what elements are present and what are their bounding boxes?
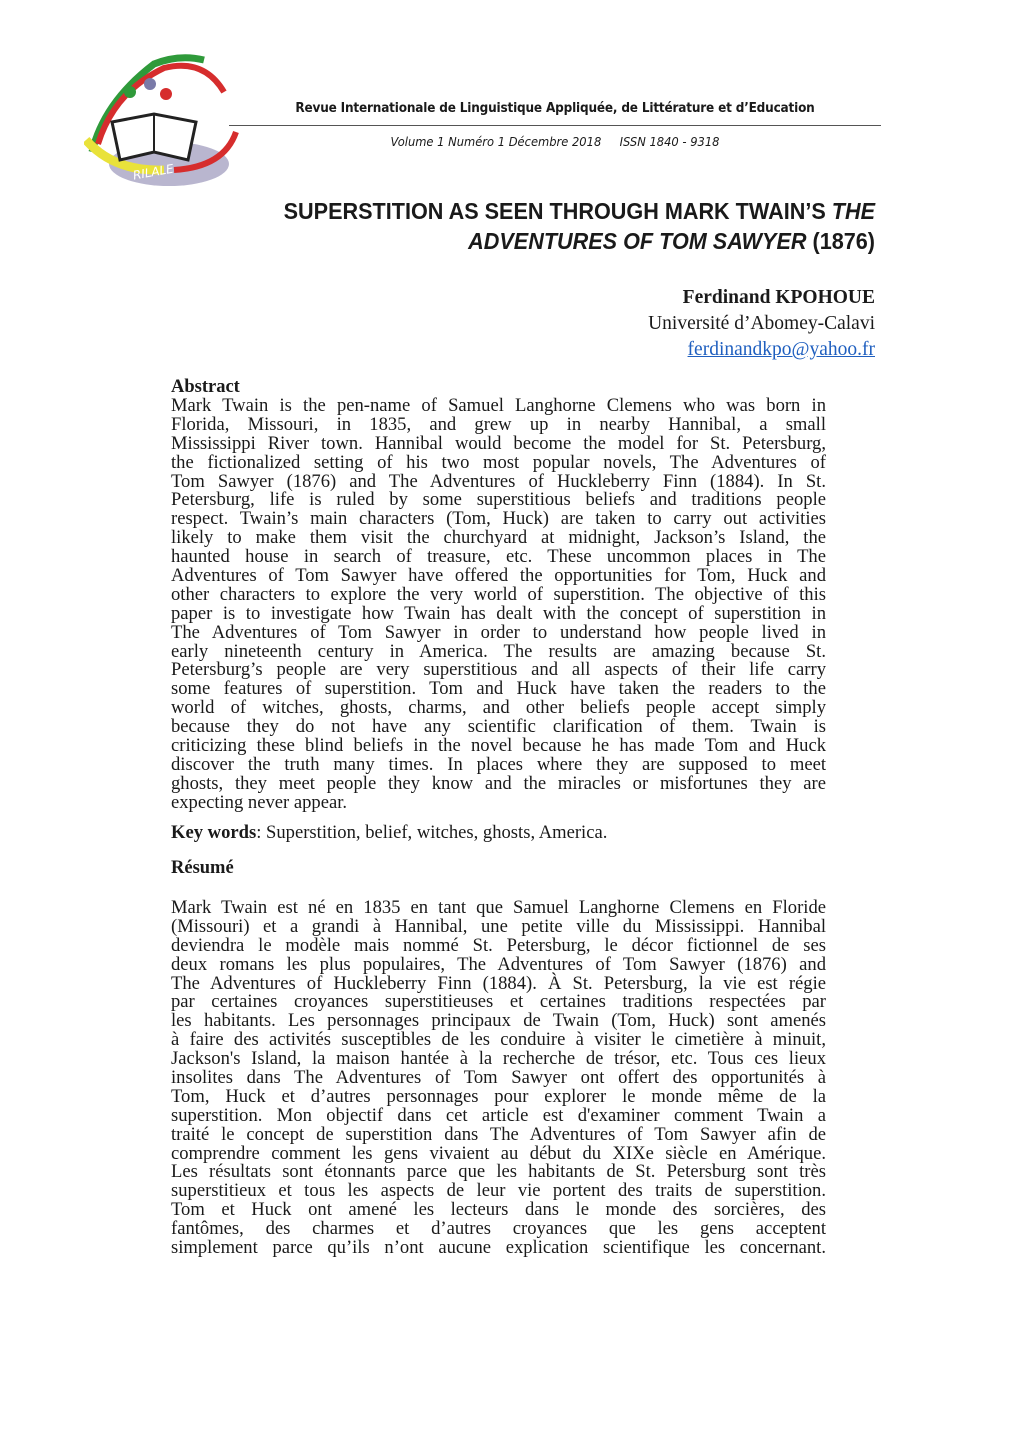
text-line: ghosts, they meet people they know and the miracles or misfortunes they are <box>171 772 826 794</box>
text-line: superstitieux et tous les aspects de leur vie portent des traits de superstition. <box>171 1180 826 1202</box>
issue-volume: Volume 1 Numéro 1 Décembre 2018 <box>390 134 602 149</box>
text-line: criticizing these blind beliefs in the novel because he has made Tom and Huck <box>171 735 826 757</box>
abstract-section <box>171 378 826 813</box>
text-line: some features of superstition. Tom and Huck have taken the readers to the <box>171 678 826 700</box>
text-line: par certaines croyances superstitieuses et certaines traditions respectées par <box>171 991 826 1013</box>
text-line: superstition. Mon objectif dans cet article est d'examiner comment Twain a <box>171 1104 826 1126</box>
title-part: SUPERSTITION AS SEEN THROUGH MARK TWAIN’S <box>283 198 832 224</box>
issn: ISSN 1840 - 9318 <box>619 134 720 149</box>
title-italic: ADVENTURES OF TOM SAWYER <box>468 228 807 254</box>
author-affiliation: Université d’Abomey-Calavi <box>648 313 875 334</box>
resume-section <box>171 859 826 1258</box>
paper-title <box>176 196 875 256</box>
text-line: discover the truth many times. In places where they are supposed to meet <box>171 753 826 775</box>
text-line: the fictionalized setting of his two most popular novels, The Adventures of <box>171 451 826 473</box>
text-line: expecting never appear. <box>171 791 348 813</box>
title-part: (1876) <box>806 228 875 254</box>
text-line: comprendre comment les gens vivaient au début du XIXe siècle en Amérique. <box>171 1142 826 1164</box>
svg-text:RILALE: RILALE <box>131 161 175 183</box>
text-line: Florida, Missouri, in 1835, and grew up in nearby Hannibal, a small <box>171 413 826 435</box>
header-rule <box>229 125 881 126</box>
abstract-heading: Abstract <box>171 377 240 397</box>
text-line: likely to make them visit the churchyard at midnight, Jackson’s Island, the <box>171 527 826 549</box>
title-italic: THE <box>831 198 875 224</box>
journal-logo <box>84 52 244 192</box>
keywords-label: Key words <box>171 822 257 843</box>
text-line: Mississippi River town. Hannibal would become the model for St. Petersburg, <box>171 432 826 454</box>
text-line: simplement parce qu’ils n’ont aucune explication scientifique les concernant. <box>171 1237 826 1259</box>
text-line: Tom Sawyer (1876) and The Adventures of Huckleberry Finn (1884). In St. <box>171 470 826 492</box>
text-line: because they do not have any scientific clarification of them. Twain is <box>171 716 826 738</box>
journal-name: Revue Internationale de Linguistique Appliquée, de Littérature et d’Education <box>295 101 815 116</box>
author-name: Ferdinand KPOHOUE <box>682 287 875 308</box>
text-line: (Missouri) et a grandi à Hannibal, une petite ville du Mississippi. Hannibal <box>171 915 826 937</box>
text-line: les habitants. Les personnages principaux de Twain (Tom, Huck) sont amenés <box>171 1010 826 1032</box>
text-line: The Adventures of Tom Sawyer in order to understand how people lived in <box>171 621 826 643</box>
abstract-body <box>171 397 826 813</box>
text-line: Mark Twain est né en 1835 en tant que Samuel Langhorne Clemens en Floride <box>171 897 826 918</box>
text-line: The Adventures of Huckleberry Finn (1884). À St. Petersburg, la vie est régie <box>171 972 826 994</box>
resume-heading: Résumé <box>171 858 234 878</box>
text-line: deux romans les plus populaires, The Adventures of Tom Sawyer (1876) and <box>171 953 826 975</box>
text-line: Adventures of Tom Sawyer have offered the opportunities for Tom, Huck and <box>171 565 826 587</box>
author-email-link[interactable]: ferdinandkpo@yahoo.fr <box>687 339 875 360</box>
author-block <box>648 285 875 363</box>
text-line: traité le concept de superstition dans The Adventures of Tom Sawyer afin de <box>171 1123 826 1145</box>
text-line: world of witches, ghosts, charms, and other beliefs people accept simply <box>171 697 826 719</box>
text-line: insolites dans The Adventures of Tom Sawyer ont offert des opportunités à <box>171 1067 826 1089</box>
text-line: Mark Twain is the pen-name of Samuel Langhorne Clemens who was born in <box>171 395 826 416</box>
text-line: à faire des activités susceptibles de les conduire à visiter le cimetière à minuit, <box>171 1029 826 1051</box>
text-line: Les résultats sont étonnants parce que les habitants de St. Petersburg sont très <box>171 1161 826 1183</box>
issue-info <box>256 134 854 149</box>
text-line: Petersburg’s people are very superstitious and all aspects of their life carry <box>171 659 826 681</box>
text-line: Jackson's Island, la maison hantée à la recherche de trésor, etc. Tous ces lieux <box>171 1048 826 1070</box>
text-line: paper is to investigate how Twain has dealt with the concept of superstition in <box>171 602 826 624</box>
text-line: Tom, Huck et d’autres personnages pour explorer le monde même de la <box>171 1085 826 1107</box>
resume-body <box>171 899 826 1258</box>
text-line: other characters to explore the very world of superstition. The objective of this <box>171 583 826 605</box>
keywords-list: : Superstition, belief, witches, ghosts, America. <box>256 822 608 843</box>
text-line: early nineteenth century in America. The results are amazing because St. <box>171 640 826 662</box>
text-line: deviendra le modèle mais nommé St. Petersburg, le décor fictionnel de ses <box>171 934 826 956</box>
text-line: Tom et Huck ont amené les lecteurs dans le monde des sorcières, des <box>171 1199 826 1221</box>
text-line: Petersburg, life is ruled by some superstitious beliefs and traditions people <box>171 489 826 511</box>
text-line: fantômes, des charmes et d’autres croyances que les gens acceptent <box>171 1218 826 1240</box>
keywords <box>171 822 607 844</box>
text-line: respect. Twain’s main characters (Tom, Huck) are taken to carry out activities <box>171 508 826 530</box>
text-line: haunted house in search of treasure, etc. These uncommon places in The <box>171 546 826 568</box>
